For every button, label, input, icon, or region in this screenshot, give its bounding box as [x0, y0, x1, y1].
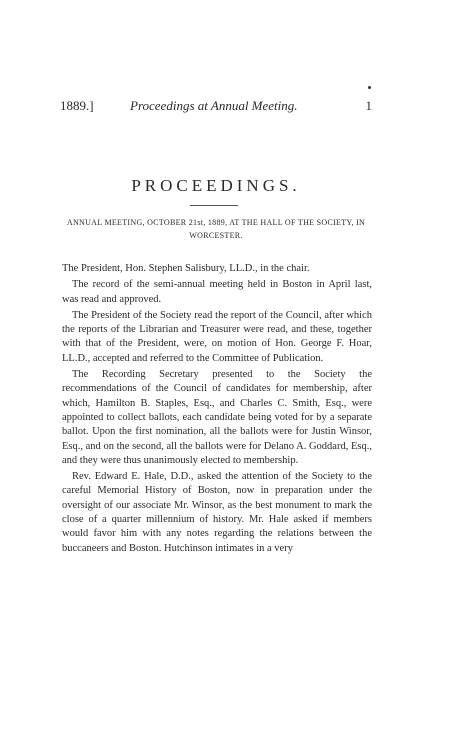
page-title: PROCEEDINGS. [131, 176, 301, 195]
meeting-subheading: ANNUAL MEETING, OCTOBER 21st, 1889, AT THE HALL OF THE SOCIETY, IN WORCESTER. [66, 218, 366, 240]
corner-mark [368, 86, 371, 89]
paragraph-chair: The President, Hon. Stephen Salisbury, LL.D., in the chair. [62, 263, 310, 274]
page-number: 1 [365, 98, 372, 113]
title-rule [190, 205, 238, 206]
paragraph-record: The record of the semi-annual meeting held in Boston in April last, was read and approved. [62, 279, 372, 305]
paragraph-memorial-history: Rev. Edward E. Hale, D.D., asked the attention of the Society to the careful Memorial History of Boston, now in preparation under the oversight of our associate Mr. Winsor, as the best monument to mark the close of a quarter millennium of history. Mr. Hale asked if members would favor him with any notes regarding the relations between the buccaneers and Boston. Hutchinson intimates in a very [62, 471, 372, 554]
running-head-title: Proceedings at Annual Meeting. [130, 98, 298, 113]
body-text [62, 262, 372, 558]
running-head-year: 1889.] [60, 98, 94, 113]
paragraph-reports: The President of the Society read the report of the Council, after which the reports of the Librarian and Treasurer were read, and these, together with that of the President, were, on motion of Hon. George F. Hoar, LL.D., accepted and referred to the Committee of Publication. [62, 309, 372, 364]
paragraph-membership: The Recording Secretary presented to the Society the recommendations of the Council of candidates for membership, after which, Hamilton B. Staples, Esq., and Charles C. Smith, Esq., were appointed to collect ballots, each candidate being voted for by a separate ballot. Upon the first nomination, all the ballots were for Justin Winsor, Esq., and on the second, all the ballots were for Delano A. Goddard, Esq., and they were thus unanimously elected to membership. [62, 369, 372, 466]
running-head [60, 98, 372, 118]
